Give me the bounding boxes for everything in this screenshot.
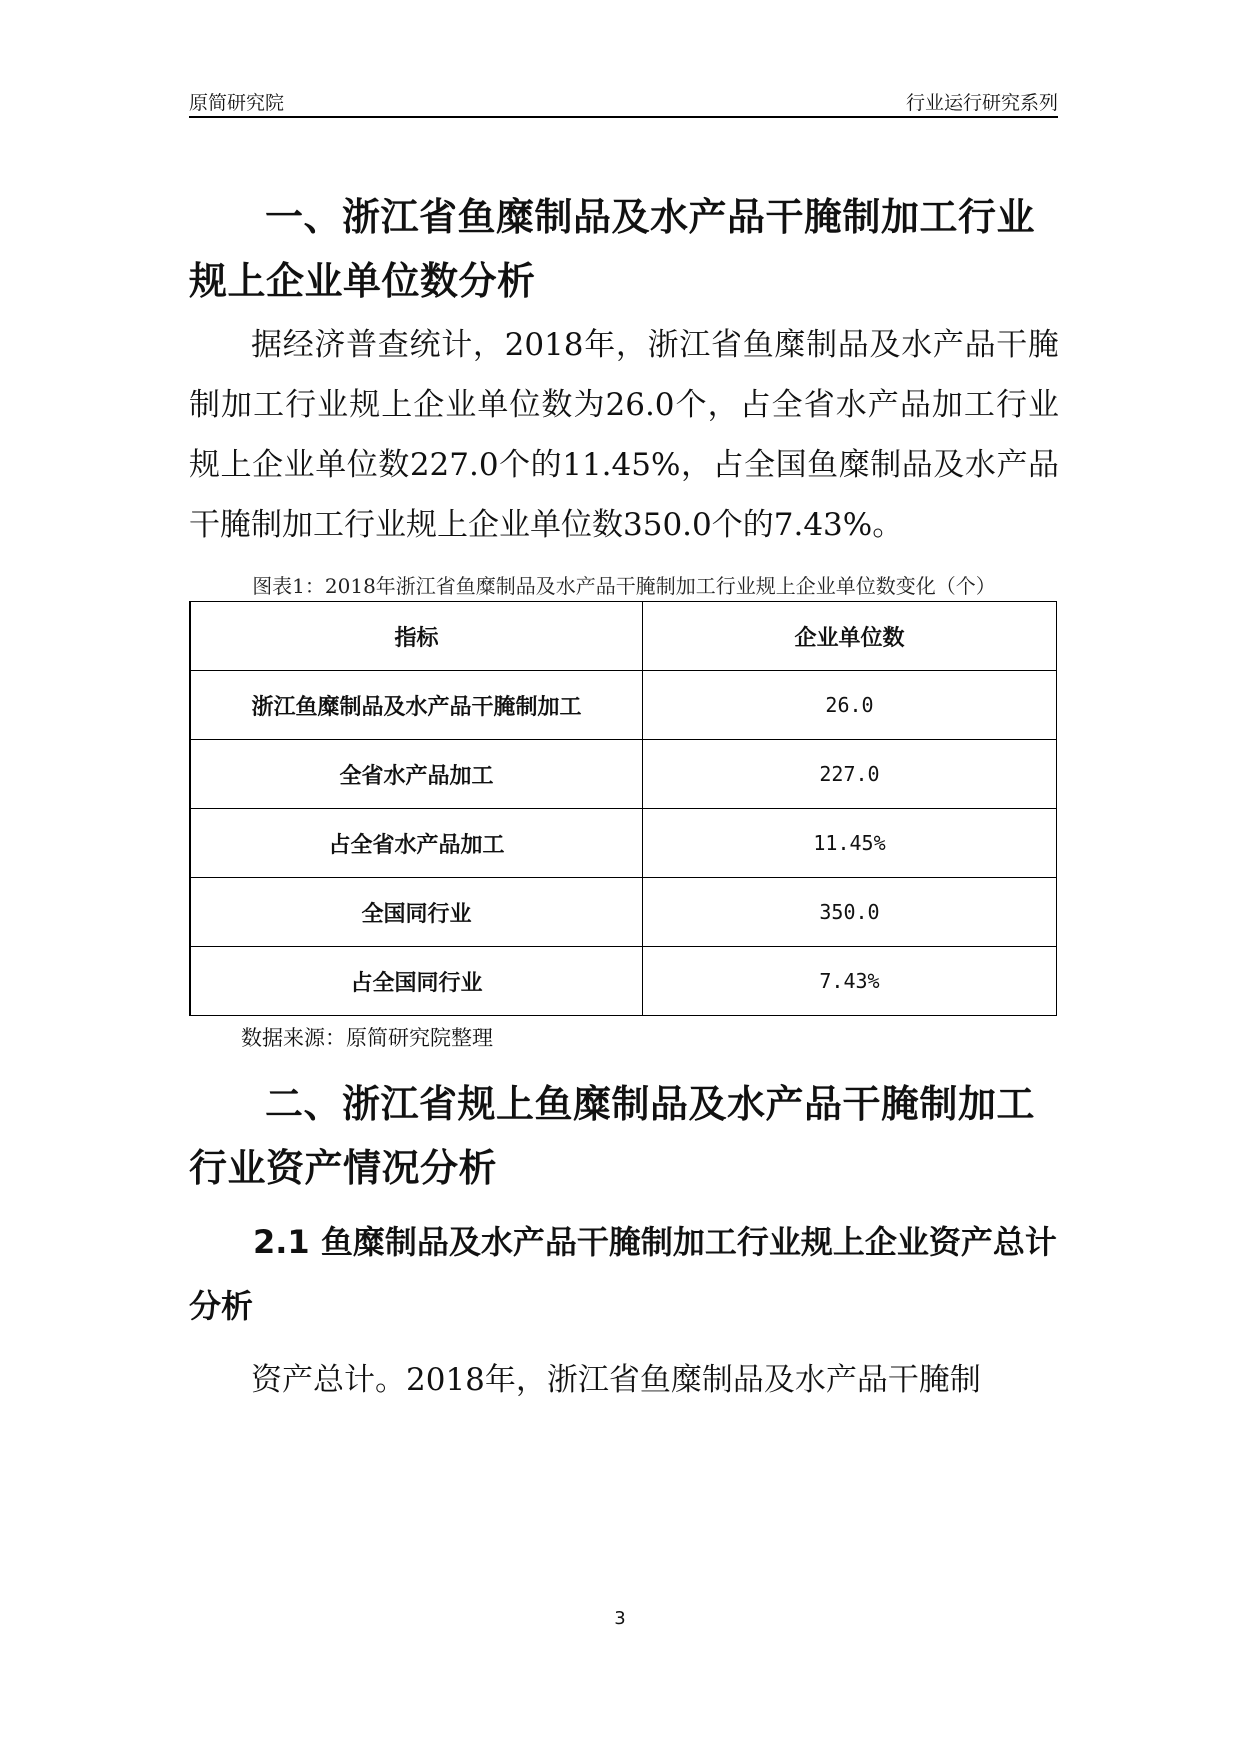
table-cell-indicator: 全省水产品加工 [190, 740, 643, 809]
table-row [190, 947, 1057, 1016]
page-content [189, 185, 1059, 1410]
header-org-name: 原简研究院 [189, 92, 285, 114]
section2-paragraph: 资产总计。2018年，浙江省鱼糜制品及水产品干腌制 [251, 1362, 981, 1398]
section2-title: 二、浙江省规上鱼糜制品及水产品干腌制加工行业资产情况分析 [189, 1082, 1036, 1190]
table-cell-value: 350.0 [643, 878, 1057, 947]
section2-subtitle: 2.1 鱼糜制品及水产品干腌制加工行业规上企业资产总计分析 [189, 1223, 1057, 1325]
data-table [189, 601, 1057, 1016]
table-cell-indicator: 占全国同行业 [190, 947, 643, 1016]
section1-paragraph: 据经济普查统计，2018年，浙江省鱼糜制品及水产品干腌制加工行业规上企业单位数为26.0个，占全省水产品加工行业规上企业单位数227.0个的11.45%，占全国鱼糜制品及水产品干腌制加工行业规上企业单位数350.0个的7.43%。 [189, 327, 1059, 543]
table1-caption: 图表1：2018年浙江省鱼糜制品及水产品干腌制加工行业规上企业单位数变化（个） [252, 574, 996, 598]
table-cell-value: 7.43% [643, 947, 1057, 1016]
table-cell-value: 227.0 [643, 740, 1057, 809]
table-header-count: 企业单位数 [643, 602, 1057, 671]
table-header-indicator: 指标 [190, 602, 643, 671]
table-row [190, 671, 1057, 740]
table1-source: 数据来源：原简研究院整理 [241, 1026, 493, 1050]
section1-title: 一、浙江省鱼糜制品及水产品干腌制加工行业规上企业单位数分析 [189, 195, 1036, 303]
table-cell-value: 11.45% [643, 809, 1057, 878]
page-header [189, 82, 1058, 118]
table-row [190, 809, 1057, 878]
table-row [190, 740, 1057, 809]
table-cell-indicator: 占全省水产品加工 [190, 809, 643, 878]
table-row [190, 878, 1057, 947]
table-header-row [190, 602, 1057, 671]
page-number: 3 [614, 1608, 626, 1629]
header-series-name: 行业运行研究系列 [905, 92, 1058, 114]
table-cell-indicator: 全国同行业 [190, 878, 643, 947]
table-cell-value: 26.0 [643, 671, 1057, 740]
table-cell-indicator: 浙江鱼糜制品及水产品干腌制加工 [190, 671, 643, 740]
